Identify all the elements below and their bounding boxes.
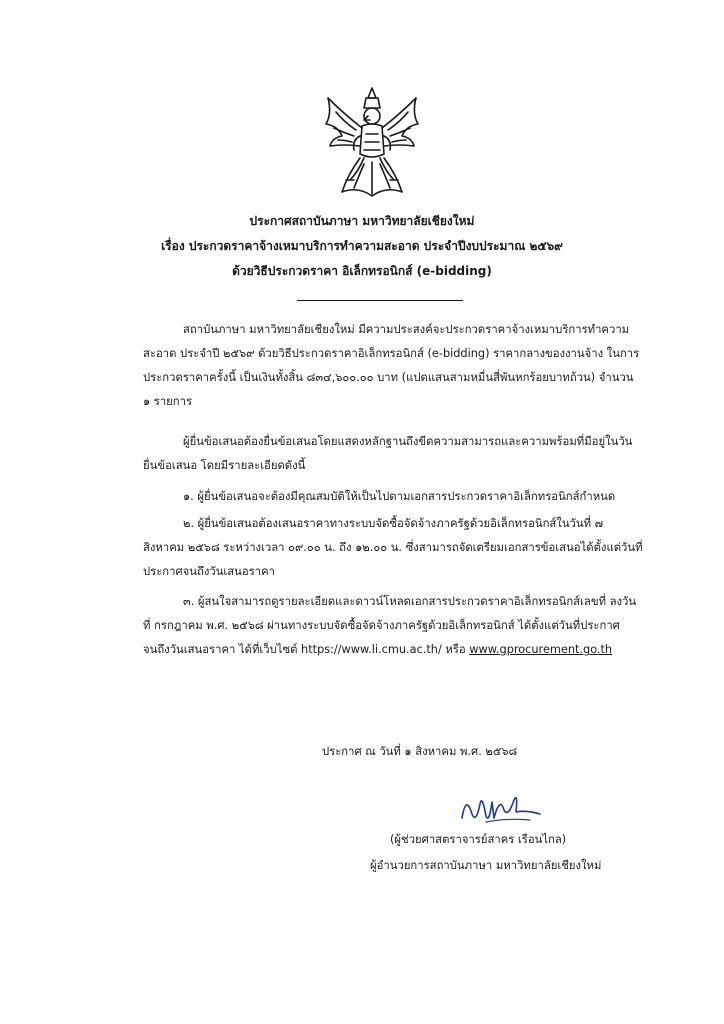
- announcement-method: ด้วยวิธีประกวดราคา อิเล็กทรอนิกส์ (e-bidding): [232, 264, 492, 278]
- requirement-item-2: ๒. ผู้ยื่นข้อเสนอต้องเสนอราคาทางระบบจัดซื้อจัดจ้างภาครัฐด้วยอิเล็กทรอนิกส์ในวันที่ ๗ สิงหาคม ๒๕๖๘ ระหว่างเวลา ๐๙.๐๐ น. ถึง ๑๒.๐๐ น. ซึ่งสามารถจัดเตรียมเอกสารข้อเสนอได้ตั้งแต่วันที่ประกาศจนถึงวันเสนอราคา: [143, 517, 643, 578]
- signer-name: (ผู้ช่วยศาสตราจารย์สาคร เรือนไกล): [390, 833, 567, 846]
- requirement-item-3-text: ๓. ผู้สนใจสามารถดูรายละเอียดและดาวน์โหลดเอกสารประกวดราคาอิเล็กทรอนิกส์เลขที่ ลงวันที่ กรกฎาคม พ.ศ. ๒๕๖๘ ผ่านทางระบบจัดซื้อจัดจ้างภาครัฐด้วยอิเล็กทรอนิกส์ ได้ตั้งแต่วันที่ประกาศจนถึงวันเสนอราคา ได้ที่เว็บไซต์ https://www.li.cmu.ac.th/ หรือ: [143, 595, 637, 656]
- announcement-date: ประกาศ ณ วันที่ ๑ สิงหาคม พ.ศ. ๒๕๖๘: [322, 745, 518, 758]
- garuda-emblem-icon: [318, 84, 426, 204]
- title-divider: [297, 300, 463, 301]
- announcement-title: ประกาศสถาบันภาษา มหาวิทยาลัยเชียงใหม่: [249, 214, 475, 228]
- requirements-paragraph: ผู้ยื่นข้อเสนอต้องยื่นข้อเสนอโดยแสดงหลักฐานถึงขีดความสามารถและความพร้อมที่มีอยู่ในวันยื่นข้อเสนอ โดยมีรายละเอียดดังนี้: [143, 435, 633, 472]
- requirement-item-1: ๑. ผู้ยื่นข้อเสนอจะต้องมีคุณสมบัติให้เป็นไปตามเอกสารประกวดราคาอิเล็กทรอนิกส์กำหนด: [183, 490, 616, 503]
- handwritten-signature: [456, 788, 546, 828]
- requirement-item-3: [143, 590, 643, 662]
- signer-title: ผู้อำนวยการสถาบันภาษา มหาวิทยาลัยเชียงใหม่: [370, 859, 602, 872]
- announcement-subject: เรื่อง ประกวดราคาจ้างเหมาบริการทำความสะอาด ประจำปีงบประมาณ ๒๕๖๙: [161, 239, 563, 253]
- gprocurement-link[interactable]: www.gprocurement.go.th: [469, 643, 613, 656]
- intro-paragraph: สถาบันภาษา มหาวิทยาลัยเชียงใหม่ มีความประสงค์จะประกวดราคาจ้างเหมาบริการทำความสะอาด ประจำปี ๒๕๖๙ ด้วยวิธีประกวดราคาอิเล็กทรอนิกส์ (e-bidding) ราคากลางของงานจ้าง ในการประกวดราคาครั้งนี้ เป็นเงินทั้งสิ้น ๘๓๔,๖๐๐.๐๐ บาท (แปดแสนสามหมื่นสี่พันหกร้อยบาทถ้วน) จำนวน ๑ รายการ: [143, 323, 640, 408]
